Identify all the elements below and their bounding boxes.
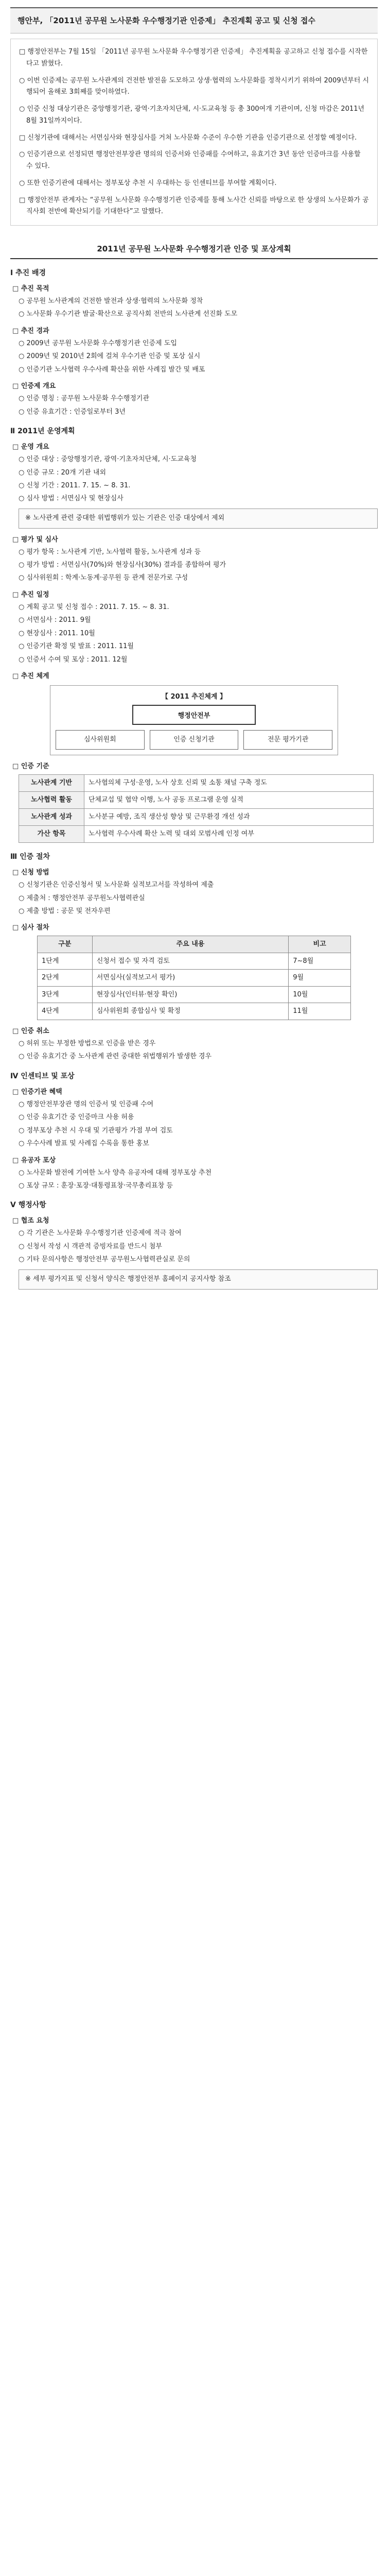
body-line: ○ 인증기관 확정 및 발표 : 2011. 11월: [19, 642, 134, 651]
body-line: ○ 우수사례 발표 및 사례집 수록을 통한 홍보: [19, 1140, 149, 1148]
table-cell: 신청서 접수 및 자격 검토: [92, 953, 289, 970]
org-box: 인증 신청기관: [150, 730, 239, 750]
section-title: Ⅳ 인센티브 및 포상: [10, 1072, 75, 1080]
section-title: Ⅰ 추진 배경: [10, 269, 46, 277]
body-line: ○ 현장심사 : 2011. 10월: [19, 629, 95, 637]
body-line: ○ 심사위원회 : 학계·노동계·공무원 등 관계 전문가로 구성: [19, 574, 188, 582]
table-cell: 노사협의체 구성·운영, 노사 상호 신뢰 및 소통 채널 구축 정도: [84, 774, 374, 791]
body-line: ○ 인증기관 노사협력 우수사례 확산을 위한 사례집 발간 및 배포: [19, 365, 205, 374]
org-row: [56, 730, 332, 750]
table-row: [19, 791, 374, 808]
table-row: [38, 953, 351, 970]
table-cell: 7~8월: [289, 953, 351, 970]
subsection-title: □ 심사 절차: [12, 924, 49, 932]
table-cell: 11월: [289, 1003, 351, 1020]
table-cell: 노사관계 기반: [19, 774, 84, 791]
body-line: ○ 인증 대상 : 중앙행정기관, 광역·기초자치단체, 시·도교육청: [19, 455, 197, 464]
table-row: [19, 808, 374, 825]
table-cell: 3단계: [38, 986, 93, 1003]
subsection-title: □ 협조 요청: [12, 1217, 49, 1225]
body-line: ○ 신청기관은 인증신청서 및 노사문화 실적보고서를 작성하여 제출: [19, 881, 214, 889]
lead-paragraph: □ 신청기관에 대해서는 서면심사와 현장심사를 거쳐 노사문화 수준이 우수한 기관을 인증기관으로 선정할 예정이다.: [19, 133, 357, 142]
table-cell: 1단계: [38, 953, 93, 970]
table-cell: 9월: [289, 970, 351, 987]
subsection-title: □ 인증 기준: [12, 762, 49, 770]
subsection-title: □ 추진 목적: [12, 285, 49, 293]
body-line: ○ 계획 공고 및 신청 접수 : 2011. 7. 15. ~ 8. 31.: [19, 603, 169, 611]
procedure-table: [37, 936, 351, 1020]
body-line: ○ 공무원 노사관계의 건전한 발전과 상생·협력의 노사문화 정착: [19, 297, 203, 305]
section-title: Ⅴ 행정사항: [10, 1201, 46, 1210]
note-box: ※ 세부 평가지표 및 신청서 양식은 행정안전부 홈페이지 공지사항 참조: [19, 1269, 378, 1290]
subsection-title: □ 추진 경과: [12, 327, 49, 335]
body-line: ○ 각 기관은 노사문화 우수행정기관 인증제에 적극 참여: [19, 1229, 182, 1238]
body-line: ○ 신청서 작성 시 객관적 증빙자료를 반드시 첨부: [19, 1242, 162, 1250]
org-chart: [50, 685, 338, 755]
body-line: ○ 2009년 공무원 노사문화 우수행정기관 인증제 도입: [19, 339, 177, 347]
body-line: ○ 제출처 : 행정안전부 공무원노사협력관실: [19, 894, 145, 902]
lead-paragraph: ○ 이번 인증제는 공무원 노사관계의 건전한 발전을 도모하고 상생·협력의 노사문화를 정착시키기 위하여 2009년부터 시행되어 올해로 3회째를 맞이하였다.: [19, 76, 369, 96]
body-line: ○ 인증 명칭 : 공무원 노사문화 우수행정기관: [19, 395, 150, 403]
body-line: ○ 포상 규모 : 훈장·포장·대통령표창·국무총리표창 등: [19, 1182, 173, 1190]
table-cell: 가산 항목: [19, 826, 84, 843]
body-line: ○ 인증 규모 : 20개 기관 내외: [19, 468, 107, 477]
subsection-title: □ 운영 개요: [12, 443, 49, 451]
table-row: [38, 970, 351, 987]
body-line: ○ 인증 유효기간 : 인증일로부터 3년: [19, 408, 126, 416]
table-header-cell: 주요 내용: [92, 936, 289, 953]
lead-paragraph: □ 행정안전부 관계자는 “공무원 노사문화 우수행정기관 인증제를 통해 노사간 신뢰를 바탕으로 한 상생의 노사문화가 공직사회 전반에 확산되기를 기대한다”고 말했다.: [19, 196, 369, 216]
body-line: ○ 기타 문의사항은 행정안전부 공무원노사협력관실로 문의: [19, 1256, 190, 1264]
table-row: [19, 826, 374, 843]
table-cell: 4단계: [38, 1003, 93, 1020]
plan-title: 2011년 공무원 노사문화 우수행정기관 인증 및 포상계획: [10, 243, 378, 259]
subsection-title: □ 신청 방법: [12, 869, 49, 877]
table-row: [38, 1003, 351, 1020]
criteria-table: [19, 774, 374, 843]
table-cell: 현장심사(인터뷰·현장 확인): [92, 986, 289, 1003]
note-box: ※ 노사관계 관련 중대한 위법행위가 있는 기관은 인증 대상에서 제외: [19, 509, 378, 529]
lead-paragraph: ○ 인증 신청 대상기관은 중앙행정기관, 광역·기초자치단체, 시·도교육청 등 총 300여개 기관이며, 신청 마감은 2011년 8월 31일까지이다.: [19, 105, 365, 125]
body-line: ○ 허위 또는 부정한 방법으로 인증을 받은 경우: [19, 1039, 156, 1047]
org-box: 심사위원회: [56, 730, 145, 750]
lead-paragraph: ○ 인증기관으로 선정되면 행정안전부장관 명의의 인증서와 인증패를 수여하고, 유효기간 3년 동안 인증마크를 사용할 수 있다.: [19, 150, 361, 170]
table-row: [19, 774, 374, 791]
table-cell: 단체교섭 및 협약 이행, 노사 공동 프로그램 운영 실적: [84, 791, 374, 808]
body-line: ○ 평가 방법 : 서면심사(70%)와 현장심사(30%) 결과를 종합하여 평가: [19, 561, 226, 569]
body-line: ○ 노사문화 발전에 기여한 노사 양측 유공자에 대해 정부포상 추천: [19, 1168, 212, 1177]
page-bottom-spacer: [10, 1294, 378, 1299]
section-title: Ⅱ 2011년 운영계획: [10, 427, 75, 436]
subsection-title: □ 인증기관 혜택: [12, 1088, 62, 1096]
body-line: ○ 행정안전부장관 명의 인증서 및 인증패 수여: [19, 1100, 154, 1108]
body-line: ○ 인증 유효기간 중 인증마크 사용 허용: [19, 1113, 134, 1122]
table-header-cell: 구분: [38, 936, 93, 953]
subsection-title: □ 추진 일정: [12, 590, 49, 599]
org-box: 전문 평가기관: [243, 730, 332, 750]
table-cell: 노사분규 예방, 조직 생산성 향상 및 근무환경 개선 성과: [84, 808, 374, 825]
table-cell: 10월: [289, 986, 351, 1003]
table-header-row: [38, 936, 351, 953]
table-cell: 노사협력 우수사례 확산 노력 및 대외 모범사례 인정 여부: [84, 826, 374, 843]
body-line: ○ 2009년 및 2010년 2회에 걸쳐 우수기관 인증 및 포상 실시: [19, 352, 201, 361]
table-header-cell: 비고: [289, 936, 351, 953]
body-line: ○ 노사문화 우수기관 발굴·확산으로 공직사회 전반의 노사관계 선진화 도모: [19, 310, 238, 318]
section-title: Ⅲ 인증 절차: [10, 853, 50, 861]
lead-paragraph: □ 행정안전부는 7월 15일 「2011년 공무원 노사문화 우수행정기관 인증제」 추진계획을 공고하고 신청 접수를 시작한다고 밝혔다.: [19, 48, 368, 67]
table-cell: 서면심사(실적보고서 평가): [92, 970, 289, 987]
subsection-title: □ 인증제 개요: [12, 382, 56, 391]
lead-box: [10, 39, 378, 226]
table-cell: 노사관계 성과: [19, 808, 84, 825]
table-cell: 심사위원회 종합심사 및 확정: [92, 1003, 289, 1020]
body-line: ○ 서면심사 : 2011. 9월: [19, 616, 91, 624]
subsection-title: □ 추진 체계: [12, 672, 49, 681]
org-chart-title: 【 2011 추진체계 】: [162, 693, 226, 701]
headline: 행안부, 「2011년 공무원 노사문화 우수행정기관 인증제」 추진계획 공고 및 신청 접수: [10, 7, 378, 33]
table-cell: 2단계: [38, 970, 93, 987]
body-line: ○ 정부포상 추천 시 우대 및 기관평가 가점 부여 검토: [19, 1126, 173, 1134]
subsection-title: □ 인증 취소: [12, 1027, 49, 1035]
body-line: ○ 신청 기간 : 2011. 7. 15. ~ 8. 31.: [19, 481, 131, 489]
body-line: ○ 평가 항목 : 노사관계 기반, 노사협력 활동, 노사관계 성과 등: [19, 548, 201, 556]
subsection-title: □ 평가 및 심사: [12, 535, 58, 544]
lead-paragraph: ○ 또한 인증기관에 대해서는 정부포상 추천 시 우대하는 등 인센티브를 부여할 계획이다.: [19, 179, 277, 187]
subsection-title: □ 유공자 포상: [12, 1156, 56, 1164]
body-line: ○ 심사 방법 : 서면심사 및 현장심사: [19, 495, 124, 503]
body-line: ○ 인증서 수여 및 포상 : 2011. 12월: [19, 655, 128, 664]
table-cell: 노사협력 활동: [19, 791, 84, 808]
org-center-box: 행정안전부: [132, 705, 256, 725]
body-line: ○ 인증 유효기간 중 노사관계 관련 중대한 위법행위가 발생한 경우: [19, 1053, 212, 1061]
body-line: ○ 제출 방법 : 공문 및 전자우편: [19, 907, 111, 916]
table-row: [38, 986, 351, 1003]
